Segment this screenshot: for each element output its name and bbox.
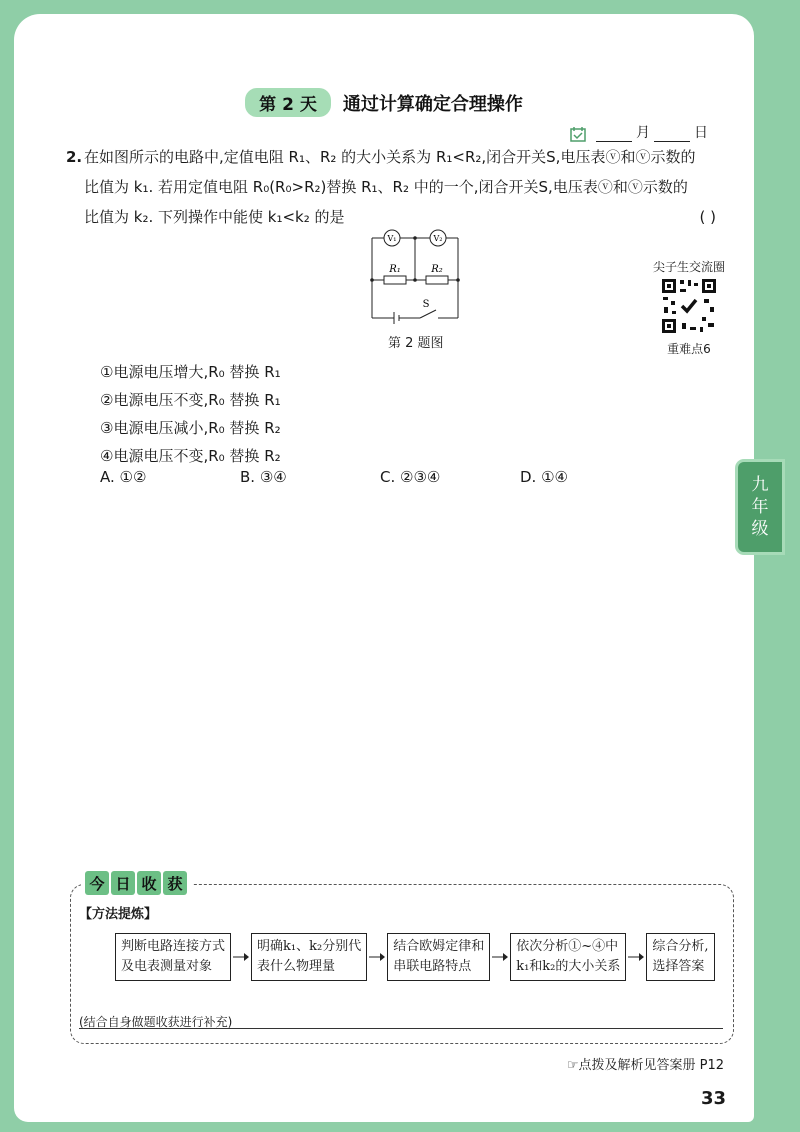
flow-step-2 — [251, 933, 367, 981]
day-badge: 第 2 天 — [245, 88, 331, 117]
resistor-2-label: R₂ — [431, 264, 443, 275]
flow-step-text: 结合欧姆定律和 — [393, 939, 485, 954]
choice-d[interactable]: D. ①④ — [520, 468, 568, 486]
flow-step-4 — [510, 933, 626, 981]
circuit-diagram — [364, 224, 474, 328]
option-item: ④电源电压不变,R₀ 替换 R₂ — [100, 447, 281, 465]
qr-top-label: 尖子生交流圈 — [652, 260, 725, 274]
option-item: ①电源电压增大,R₀ 替换 R₁ — [100, 363, 281, 381]
summary-title-char: 收 — [137, 871, 161, 895]
calendar-icon — [570, 126, 586, 142]
page-sheet — [14, 14, 754, 1122]
option-list — [100, 358, 281, 470]
switch-label: S — [422, 299, 430, 310]
question-number: 2. — [66, 148, 83, 166]
summary-title-char: 今 — [85, 871, 109, 895]
question-line-2: 比值为 k₁. 若用定值电阻 R₀(R₀>R₂)替换 R₁、R₂ 中的一个,闭合开关S,电压表ⓥ和ⓥ示数的 — [84, 178, 688, 196]
page-title: 通过计算确定合理操作 — [342, 93, 523, 115]
arrow-right-icon — [369, 952, 385, 962]
summary-title — [81, 871, 193, 895]
choice-b[interactable]: B. ③④ — [240, 468, 287, 486]
flow-step-text: 综合分析, — [652, 939, 709, 954]
voltmeter-1-label: V₁ — [387, 234, 397, 243]
choice-a[interactable]: A. ①② — [100, 468, 147, 486]
voltmeter-2-label: V₂ — [433, 234, 443, 243]
supplement-note: (结合自身做题收获进行补充) — [79, 1015, 233, 1029]
side-tab-char: 九 — [751, 475, 769, 495]
month-blank[interactable] — [596, 127, 632, 142]
date-fill-line — [570, 122, 708, 142]
flow-step-1 — [115, 933, 231, 981]
side-tab-char: 年 — [751, 497, 769, 517]
qr-code-icon[interactable] — [660, 277, 718, 335]
month-label: 月 — [636, 125, 650, 141]
arrow-right-icon — [233, 952, 249, 962]
question-line-1: 在如图所示的电路中,定值电阻 R₁、R₂ 的大小关系为 R₁<R₂,闭合开关S,电压表ⓥ和ⓥ示数的 — [84, 148, 696, 166]
resistor-1-label: R₁ — [389, 264, 401, 275]
flow-step-text: 依次分析①~④中 — [516, 939, 619, 954]
flow-step-text: k₁和k₂的大小关系 — [516, 959, 621, 974]
flow-step-text: 表什么物理量 — [257, 959, 336, 974]
day-label: 日 — [694, 125, 708, 141]
grade-side-tab[interactable] — [738, 462, 782, 552]
figure-caption: 第 2 题图 — [388, 336, 444, 351]
flow-step-text: 及电表测量对象 — [121, 959, 213, 974]
side-tab-char: 级 — [751, 519, 769, 539]
day-blank[interactable] — [654, 127, 690, 142]
answer-parenthesis[interactable]: ( ) — [699, 208, 716, 226]
summary-box — [70, 874, 734, 1044]
method-label: 【方法提炼】 — [79, 907, 158, 922]
supplement-write-line[interactable] — [79, 1028, 723, 1029]
qr-block[interactable] — [650, 258, 728, 357]
summary-title-char: 日 — [111, 871, 135, 895]
method-flowchart — [115, 933, 715, 981]
flow-step-text: 判断电路连接方式 — [121, 939, 226, 954]
summary-title-char: 获 — [163, 871, 187, 895]
flow-step-5 — [646, 933, 714, 981]
page-header — [14, 88, 754, 117]
option-item: ③电源电压减小,R₀ 替换 R₂ — [100, 419, 281, 437]
choice-c[interactable]: C. ②③④ — [380, 468, 441, 486]
question-line-3: 比值为 k₂. 下列操作中能使 k₁<k₂ 的是 — [84, 208, 345, 226]
flow-step-text: 串联电路特点 — [393, 959, 472, 974]
answer-choices — [100, 468, 660, 486]
flow-step-text: 选择答案 — [652, 959, 705, 974]
page-number: 33 — [700, 1088, 726, 1109]
arrow-right-icon — [492, 952, 508, 962]
qr-bottom-label: 重难点6 — [667, 342, 711, 356]
option-item: ②电源电压不变,R₀ 替换 R₁ — [100, 391, 281, 409]
arrow-right-icon — [628, 952, 644, 962]
flow-step-3 — [387, 933, 490, 981]
question-2 — [66, 142, 716, 232]
flow-step-text: 明确k₁、k₂分别代 — [257, 939, 362, 954]
answer-reference: ☞点拨及解析见答案册 P12 — [566, 1058, 724, 1073]
